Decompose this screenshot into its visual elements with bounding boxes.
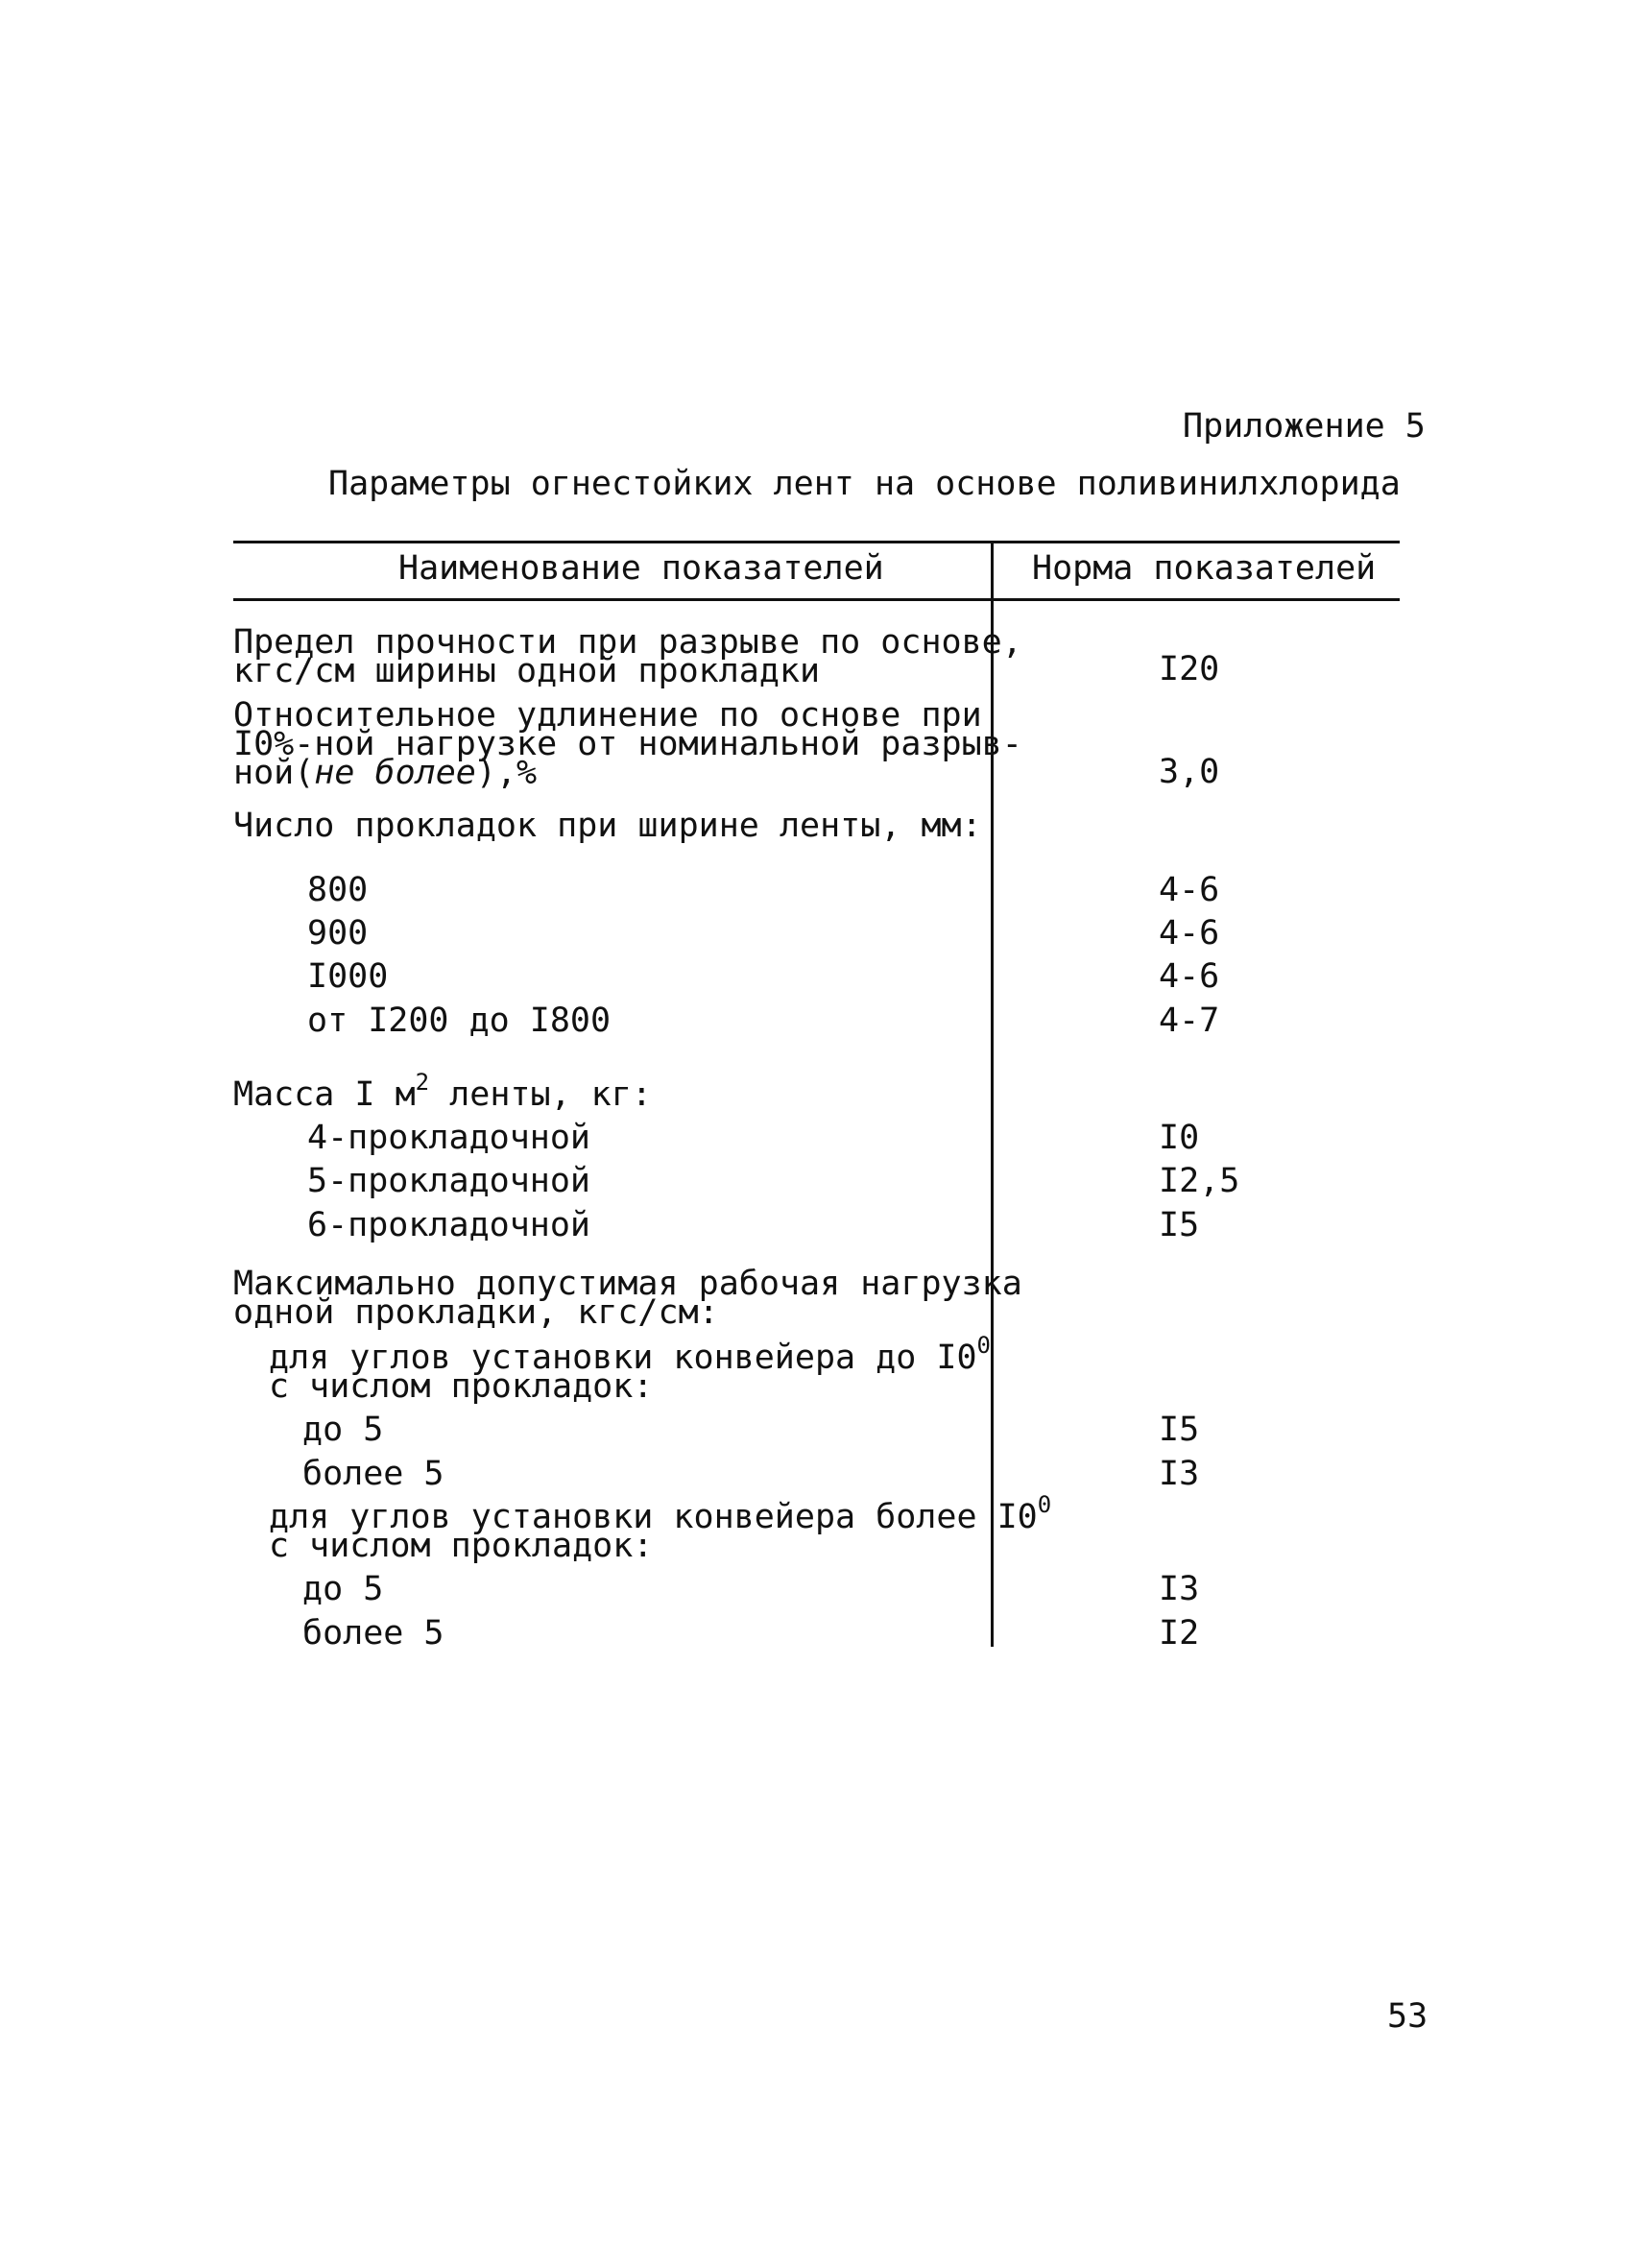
row-label: 5-прокладочной xyxy=(307,1162,591,1200)
page-number: 53 xyxy=(1387,1997,1428,2036)
subsection-label-line: для углов установки конвейера более $I0^0$ xyxy=(269,1491,1052,1536)
row-value: 4-7 xyxy=(1159,1001,1220,1040)
table-title: Параметры огнестойких лент на основе поливинилхлорида xyxy=(328,465,1401,503)
row-value: I3 xyxy=(1159,1455,1200,1493)
column-header-norm: Норма показателей xyxy=(1032,549,1377,588)
row-label: 4-прокладочной xyxy=(307,1119,591,1157)
table-top-rule xyxy=(233,541,1400,543)
subsection-label-line: с числом прокладок: xyxy=(269,1527,654,1565)
row-value: I2 xyxy=(1159,1614,1200,1653)
row-label: до 5 xyxy=(302,1570,384,1608)
row-value: 4-6 xyxy=(1159,871,1220,909)
row-value: I3 xyxy=(1159,1570,1200,1608)
row-value: I5 xyxy=(1159,1206,1200,1244)
row-label: более 5 xyxy=(302,1455,444,1493)
row-label: I000 xyxy=(307,957,389,996)
row-value: 4-6 xyxy=(1159,914,1220,953)
row-label: 6-прокладочной xyxy=(307,1206,591,1244)
row-value: 3,0 xyxy=(1159,753,1220,791)
table-header-rule xyxy=(233,598,1400,601)
column-header-name: Наименование показателей xyxy=(398,549,884,588)
row-value: 4-6 xyxy=(1159,957,1220,996)
row-label: до 5 xyxy=(302,1411,384,1449)
row-label: более 5 xyxy=(302,1614,444,1653)
row-value: I5 xyxy=(1159,1411,1200,1449)
row-label-line: ной(не более),% xyxy=(233,754,538,792)
table-column-divider xyxy=(991,541,994,1647)
subsection-label-line: для углов установки конвейера до $I0^0$ xyxy=(269,1332,991,1377)
row-value: I2,5 xyxy=(1159,1162,1240,1200)
section-label-line: одной прокладки, кгс/см: xyxy=(233,1293,719,1332)
row-label-line: I0%-ной нагрузке от номинальной разрыв- xyxy=(233,725,1022,763)
row-label-line: Предел прочности при разрыве по основе, xyxy=(233,623,1022,662)
section-label-line: Максимально допустимая рабочая нагрузка xyxy=(233,1265,1022,1303)
row-value: I0 xyxy=(1159,1119,1200,1157)
subsection-label-line: с числом прокладок: xyxy=(269,1367,654,1406)
row-label-line: кгс/см ширины одной прокладки xyxy=(233,652,821,690)
row-label-line: Относительное удлинение по основе при xyxy=(233,696,982,735)
appendix-label: Приложение 5 xyxy=(1183,407,1426,446)
row-label: от I200 до I800 xyxy=(307,1001,612,1040)
row-label: 800 xyxy=(307,871,369,909)
row-value: I20 xyxy=(1159,650,1220,688)
section-label: Масса I $м^2$ ленты, кг: xyxy=(233,1069,652,1114)
section-label: Число прокладок при ширине ленты, мм: xyxy=(233,807,982,845)
row-label: 900 xyxy=(307,914,369,953)
